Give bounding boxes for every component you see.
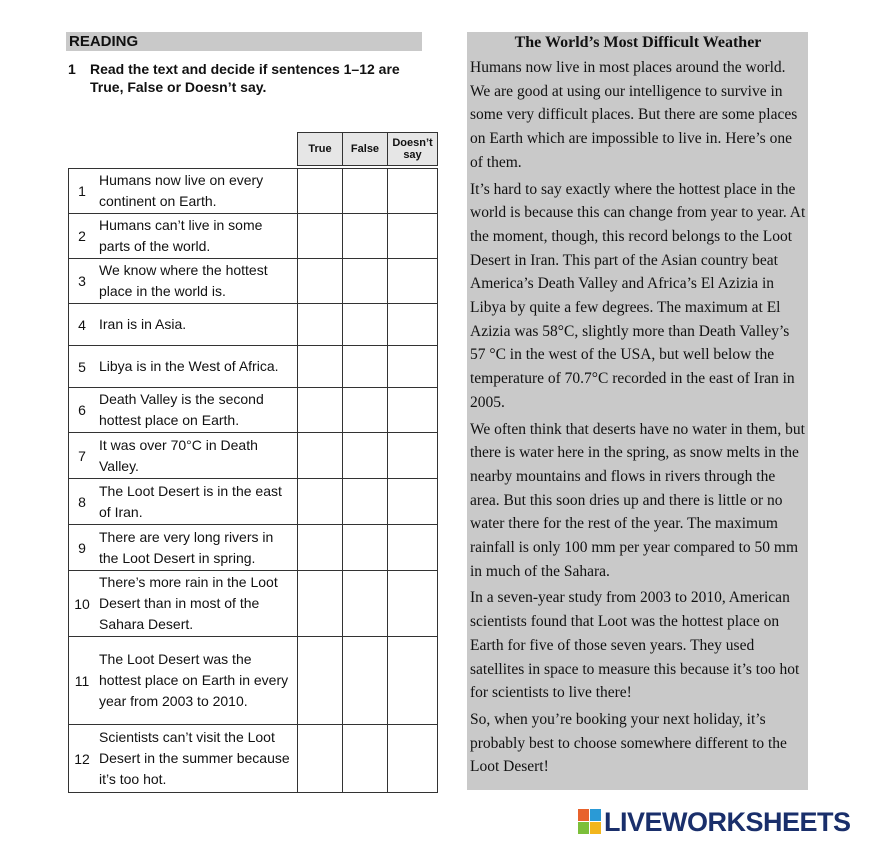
row-statement: Humans now live on every continent on Earth. bbox=[95, 169, 298, 214]
table-header-row bbox=[69, 133, 438, 166]
article-title: The World’s Most Difficult Weather bbox=[514, 34, 762, 51]
row-number: 11 bbox=[69, 637, 96, 725]
reading-article bbox=[467, 32, 808, 790]
instruction-text: Read the text and decide if sentences 1–12 are True, False or Doesn’t say. bbox=[90, 61, 400, 95]
table-row bbox=[69, 571, 438, 637]
table-row bbox=[69, 169, 438, 214]
table-row bbox=[69, 525, 438, 571]
row-statement: We know where the hottest place in the world is. bbox=[95, 259, 298, 304]
answer-cell-false[interactable] bbox=[343, 571, 388, 637]
answer-cell-doesnt-say[interactable] bbox=[388, 479, 438, 525]
article-paragraph-3: We often think that deserts have no water in them, but there is water here in the spring, as snow melts in the nearby mountains and flows in rivers through the area. But this soon dries up and there is little or no water there for the rest of the year. The maximum rainfall is only 100 mm per year compared to 50 mm in much of the Sahara. bbox=[470, 420, 805, 580]
true-false-table bbox=[68, 132, 438, 793]
answer-cell-false[interactable] bbox=[343, 525, 388, 571]
answer-cell-doesnt-say[interactable] bbox=[388, 214, 438, 259]
answer-cell-doesnt-say[interactable] bbox=[388, 388, 438, 433]
brand-wordmark: LIVEWORKSHEETS bbox=[604, 807, 851, 837]
table-row bbox=[69, 214, 438, 259]
instruction bbox=[68, 60, 418, 96]
row-statement: The Loot Desert is in the east of Iran. bbox=[95, 479, 298, 525]
row-statement: Scientists can’t visit the Loot Desert in the summer because it’s too hot. bbox=[95, 725, 298, 793]
answer-cell-false[interactable] bbox=[343, 725, 388, 793]
answer-cell-true[interactable] bbox=[298, 479, 343, 525]
answer-cell-doesnt-say[interactable] bbox=[388, 433, 438, 479]
answer-cell-true[interactable] bbox=[298, 304, 343, 346]
row-number: 2 bbox=[69, 214, 96, 259]
answer-cell-doesnt-say[interactable] bbox=[388, 637, 438, 725]
header-doesnt-say: Doesn’t say bbox=[388, 133, 438, 166]
liveworksheets-brand bbox=[578, 806, 851, 838]
table-row bbox=[69, 479, 438, 525]
answer-cell-true[interactable] bbox=[298, 637, 343, 725]
answer-cell-false[interactable] bbox=[343, 304, 388, 346]
row-statement: Death Valley is the second hottest place on Earth. bbox=[95, 388, 298, 433]
answer-cell-false[interactable] bbox=[343, 259, 388, 304]
row-statement: The Loot Desert was the hottest place on Earth in every year from 2003 to 2010. bbox=[95, 637, 298, 725]
row-statement: There’s more rain in the Loot Desert than in most of the Sahara Desert. bbox=[95, 571, 298, 637]
article-paragraph-1: Humans now live in most places around the world. We are good at using our intelligence to survive in some very difficult places. But there are some places on Earth which are impossible to live in. Here’s one of them. bbox=[470, 59, 798, 171]
answer-cell-doesnt-say[interactable] bbox=[388, 571, 438, 637]
logo-block bbox=[578, 822, 589, 834]
table-row bbox=[69, 388, 438, 433]
row-number: 8 bbox=[69, 479, 96, 525]
logo-block bbox=[590, 809, 601, 821]
table-row bbox=[69, 346, 438, 388]
article-paragraph-4: In a seven-year study from 2003 to 2010, American scientists found that Loot was the hottest place on Earth for five of those seven years. They used satellites in space to measure this because it’s too hot for scientists to live there! bbox=[470, 589, 800, 702]
answer-cell-doesnt-say[interactable] bbox=[388, 259, 438, 304]
row-number: 7 bbox=[69, 433, 96, 479]
row-statement: There are very long rivers in the Loot Desert in spring. bbox=[95, 525, 298, 571]
row-number: 3 bbox=[69, 259, 96, 304]
row-number: 12 bbox=[69, 725, 96, 793]
row-statement: Iran is in Asia. bbox=[95, 304, 298, 346]
answer-cell-false[interactable] bbox=[343, 433, 388, 479]
answer-cell-true[interactable] bbox=[298, 433, 343, 479]
answer-cell-false[interactable] bbox=[343, 214, 388, 259]
table-row bbox=[69, 725, 438, 793]
table-row bbox=[69, 304, 438, 346]
answer-cell-doesnt-say[interactable] bbox=[388, 169, 438, 214]
header-blank bbox=[69, 133, 298, 166]
table-row bbox=[69, 259, 438, 304]
answer-cell-true[interactable] bbox=[298, 346, 343, 388]
liveworksheets-logo-icon bbox=[578, 809, 602, 835]
answer-cell-true[interactable] bbox=[298, 259, 343, 304]
table-row bbox=[69, 433, 438, 479]
logo-block bbox=[578, 809, 589, 821]
answer-cell-true[interactable] bbox=[298, 571, 343, 637]
answer-cell-doesnt-say[interactable] bbox=[388, 304, 438, 346]
article-paragraph-2: It’s hard to say exactly where the hottest place in the world is because this can change from year to year. At the moment, though, this record belongs to the Loot Desert in Iran. This part of the Asian country beat America’s Death Valley and Africa’s El Azizia in Libya by quite a few degrees. The maximum at El Azizia was 58°C, slightly more than Death Valley’s 57 °C in the west of the USA, but well below the temperature of 70.7°C recorded in the east of Iran in 2005. bbox=[470, 180, 806, 411]
row-number: 6 bbox=[69, 388, 96, 433]
row-statement: Libya is in the West of Africa. bbox=[95, 346, 298, 388]
answer-cell-doesnt-say[interactable] bbox=[388, 525, 438, 571]
row-number: 10 bbox=[69, 571, 96, 637]
row-statement: It was over 70°C in Death Valley. bbox=[95, 433, 298, 479]
header-true: True bbox=[298, 133, 343, 166]
answer-cell-false[interactable] bbox=[343, 388, 388, 433]
row-number: 5 bbox=[69, 346, 96, 388]
answer-cell-true[interactable] bbox=[298, 725, 343, 793]
row-statement: Humans can’t live in some parts of the world. bbox=[95, 214, 298, 259]
answer-cell-false[interactable] bbox=[343, 346, 388, 388]
instruction-number: 1 bbox=[68, 61, 76, 77]
header-false: False bbox=[343, 133, 388, 166]
logo-block bbox=[590, 822, 601, 834]
answer-cell-false[interactable] bbox=[343, 169, 388, 214]
answer-cell-false[interactable] bbox=[343, 479, 388, 525]
section-title: READING bbox=[66, 32, 422, 51]
answer-cell-doesnt-say[interactable] bbox=[388, 346, 438, 388]
row-number: 9 bbox=[69, 525, 96, 571]
answer-cell-doesnt-say[interactable] bbox=[388, 725, 438, 793]
answer-cell-true[interactable] bbox=[298, 525, 343, 571]
article-paragraph-5: So, when you’re booking your next holiday, it’s probably best to choose somewhere different to the Loot Desert! bbox=[470, 710, 787, 776]
answer-cell-true[interactable] bbox=[298, 388, 343, 433]
answer-cell-false[interactable] bbox=[343, 637, 388, 725]
table-row bbox=[69, 637, 438, 725]
row-number: 4 bbox=[69, 304, 96, 346]
answer-cell-true[interactable] bbox=[298, 214, 343, 259]
row-number: 1 bbox=[69, 169, 96, 214]
answer-cell-true[interactable] bbox=[298, 169, 343, 214]
